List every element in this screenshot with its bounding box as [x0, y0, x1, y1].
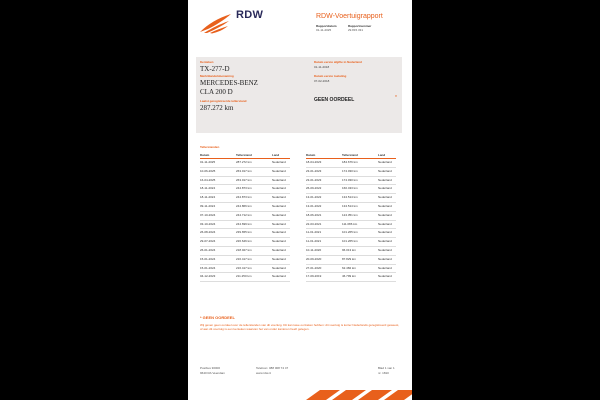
mileage-cell: 174.030 km — [342, 177, 358, 182]
first-admission-world-value: 07-02-2018 — [314, 79, 330, 83]
footer-line: nr. 1810 — [378, 371, 389, 375]
mileage-cell: 244.873 km — [236, 195, 252, 200]
rdw-wing-logo — [198, 12, 232, 34]
table-row — [306, 238, 396, 247]
date-cell: 11-01-2021 — [306, 239, 322, 244]
model-value: CLA 200 D — [200, 88, 233, 96]
country-cell: Nederland — [272, 274, 286, 279]
country-cell: Nederland — [272, 168, 286, 173]
mileage-table-title: Tellerstanden — [200, 145, 220, 149]
country-cell: Nederland — [272, 160, 286, 164]
date-cell: 29-07-2024 — [200, 239, 216, 244]
country-cell: Nederland — [272, 203, 286, 208]
table-row — [306, 194, 396, 203]
mileage-cell: 216.417 km — [236, 265, 252, 270]
make-label: Merk/Handelsbenaming — [200, 74, 234, 78]
table-row — [306, 256, 396, 265]
table-row — [200, 247, 290, 256]
table-row — [200, 273, 290, 282]
country-cell: Nederland — [378, 168, 392, 173]
table-row — [200, 177, 290, 186]
footer-contact — [256, 366, 288, 376]
report-title: RDW-Voertuigrapport — [316, 13, 383, 20]
country-cell: Nederland — [378, 160, 392, 164]
table-row — [306, 273, 396, 282]
country-cell: Nederland — [378, 239, 392, 244]
date-cell: 16-04-2025 — [200, 177, 216, 182]
first-admission-value: 01-11-2018 — [314, 65, 330, 69]
footer-line: 9640 RA Veendam — [200, 371, 226, 375]
date-cell: 18-04-2023 — [306, 160, 322, 164]
footer-address — [200, 366, 225, 376]
plate-label: Kenteken — [200, 60, 214, 64]
country-cell: Nederland — [272, 265, 286, 270]
mileage-cell: 174.030 km — [342, 168, 358, 173]
table-row — [200, 185, 290, 194]
column-header: Datum — [200, 153, 210, 157]
table-row — [200, 238, 290, 247]
date-cell: 23-01-2023 — [306, 168, 322, 173]
table-row — [200, 229, 290, 238]
table-row — [306, 159, 396, 168]
mileage-cell: 216.417 km — [236, 256, 252, 261]
no-verdict-title: * GEEN OORDEEL — [200, 315, 235, 320]
date-cell: 04-12-2023 — [200, 274, 216, 279]
no-verdict-text: Wij geven geen oordeel over de tellerstanden van dit voertuig. Dit kan twee oorzaken hebben: dit voertuig is korter Nederlands geregistreerd geweest, of aan dit voertuig is een kenteken waarvan het van onder kantoren heeft gelegen. — [200, 323, 400, 331]
country-cell: Nederland — [378, 212, 392, 217]
make-value: MERCEDES-BENZ — [200, 79, 258, 87]
mileage-cell: 184.676 km — [342, 160, 358, 164]
table-row — [306, 265, 396, 274]
meta-label: Rapportdatum — [316, 24, 337, 28]
country-cell: Nederland — [272, 177, 286, 182]
country-cell: Nederland — [272, 256, 286, 261]
country-cell: Nederland — [272, 221, 286, 226]
country-cell: Nederland — [272, 195, 286, 200]
date-cell: 18-06-2021 — [306, 212, 322, 217]
country-cell: Nederland — [272, 239, 286, 244]
orange-stripes-decoration — [306, 388, 412, 400]
mileage-cell: 218.027 km — [236, 247, 252, 252]
date-cell: 18-11-2024 — [200, 195, 216, 200]
country-cell: Nederland — [378, 256, 392, 261]
country-cell: Nederland — [378, 265, 392, 270]
table-row — [200, 194, 290, 203]
meta-value: 29.815.331 — [348, 28, 364, 32]
date-cell: 15-01-2024 — [200, 256, 216, 261]
date-cell: 11-01-2021 — [306, 230, 322, 235]
date-cell: 01-11-2025 — [200, 160, 216, 164]
mileage-cell: 244.873 km — [236, 186, 252, 191]
date-cell: 26-09-2022 — [306, 186, 322, 191]
meta-value: 01-11-2025 — [316, 28, 332, 32]
first-admission-label: Datum eerste afgifte in Nederland — [314, 60, 362, 64]
mileage-cell: 263.017 km — [236, 168, 252, 173]
mileage-cell: 124.351 km — [342, 212, 358, 217]
country-cell: Nederland — [378, 186, 392, 191]
mileage-cell: 244.866 km — [236, 203, 252, 208]
table-row — [200, 221, 290, 230]
mileage-table-right — [306, 152, 396, 282]
mileage-cell: 96.013 km — [342, 247, 357, 252]
mileage-cell: 287.272 km — [236, 160, 252, 164]
mileage-cell: 244.699 km — [236, 221, 252, 226]
mileage-cell: 87.829 km — [342, 256, 357, 261]
mileage-cell: 160.433 km — [342, 186, 358, 191]
mileage-table-left — [200, 152, 290, 282]
date-cell: 07-10-2024 — [200, 212, 216, 217]
country-cell: Nederland — [272, 212, 286, 217]
mileage-cell: 134.514 km — [342, 203, 358, 208]
first-admission-world-label: Datum eerste toelating — [314, 74, 347, 78]
verdict-text: GEEN OORDEEL — [314, 97, 355, 103]
table-row — [306, 212, 396, 221]
table-row — [200, 256, 290, 265]
date-cell: 13-01-2022 — [306, 195, 322, 200]
mileage-cell: 263.017 km — [236, 177, 252, 182]
mileage-cell: 62.482 km — [342, 265, 357, 270]
country-cell: Nederland — [378, 195, 392, 200]
country-cell: Nederland — [272, 247, 286, 252]
date-cell: 03-10-2024 — [200, 221, 216, 226]
footer-line: www.rdw.nl — [256, 371, 272, 375]
brand-name: RDW — [236, 9, 264, 21]
table-row — [200, 168, 290, 177]
mileage-cell: 111.086 km — [342, 221, 358, 226]
column-header: Land — [378, 153, 386, 157]
table-row — [200, 203, 290, 212]
column-header: Tellerstand — [342, 153, 358, 157]
country-cell: Nederland — [378, 177, 392, 182]
date-cell: 10-11-2020 — [306, 247, 322, 252]
date-cell: 22-03-2021 — [306, 221, 322, 226]
table-row — [306, 247, 396, 256]
mileage-cell: 211.250 km — [236, 274, 252, 279]
footer-line: Telefoon: 088 008 74 47 — [256, 366, 289, 370]
table-row — [200, 212, 290, 221]
mileage-cell: 134.514 km — [342, 195, 358, 200]
vehicle-info-panel — [196, 57, 402, 133]
mileage-cell: 101.265 km — [342, 230, 358, 235]
table-row — [306, 177, 396, 186]
date-cell: 17-09-2019 — [306, 274, 322, 279]
date-cell: 23-01-2023 — [306, 177, 322, 182]
date-cell: 26-01-2024 — [200, 247, 216, 252]
table-row — [200, 159, 290, 168]
table-header — [306, 152, 396, 159]
mileage-cell: 101.265 km — [342, 239, 358, 244]
country-cell: Nederland — [272, 186, 286, 191]
country-cell: Nederland — [378, 203, 392, 208]
country-cell: Nederland — [378, 247, 392, 252]
plate-value: TX-277-D — [200, 65, 230, 73]
country-cell: Nederland — [272, 230, 286, 235]
table-header — [200, 152, 290, 159]
column-header: Land — [272, 153, 280, 157]
table-row — [306, 185, 396, 194]
column-header: Datum — [306, 153, 316, 157]
table-row — [306, 203, 396, 212]
mileage-cell: 226.646 km — [236, 239, 252, 244]
mileage-cell: 244.712 km — [236, 212, 252, 217]
date-cell: 26-08-2024 — [200, 230, 216, 235]
mileage-cell: 46.799 km — [342, 274, 357, 279]
footer-page-info — [378, 366, 395, 376]
mileage-value: 287.272 km — [200, 104, 234, 112]
report-page — [188, 0, 412, 400]
country-cell: Nederland — [378, 274, 392, 279]
date-cell: 10-06-2025 — [200, 168, 216, 173]
country-cell: Nederland — [378, 230, 392, 235]
date-cell: 15-01-2024 — [200, 265, 216, 270]
table-row — [306, 221, 396, 230]
table-row — [306, 168, 396, 177]
date-cell: 20-09-2020 — [306, 256, 322, 261]
date-cell: 18-11-2024 — [200, 186, 216, 191]
date-cell: 09-11-2024 — [200, 203, 216, 208]
date-cell: 13-01-2022 — [306, 203, 322, 208]
verdict-asterisk: * — [395, 95, 397, 101]
mileage-label: Laatst geregistreerde tellerstand — [200, 99, 247, 103]
column-header: Tellerstand — [236, 153, 252, 157]
meta-label: Rapportnummer — [348, 24, 372, 28]
table-row — [200, 265, 290, 274]
mileage-cell: 239.655 km — [236, 230, 252, 235]
country-cell: Nederland — [378, 221, 392, 226]
footer-line: Postbus 30000 — [200, 366, 221, 370]
table-row — [306, 229, 396, 238]
footer-line: Blad 1 van 1 — [378, 366, 395, 370]
date-cell: 27-01-2020 — [306, 265, 322, 270]
